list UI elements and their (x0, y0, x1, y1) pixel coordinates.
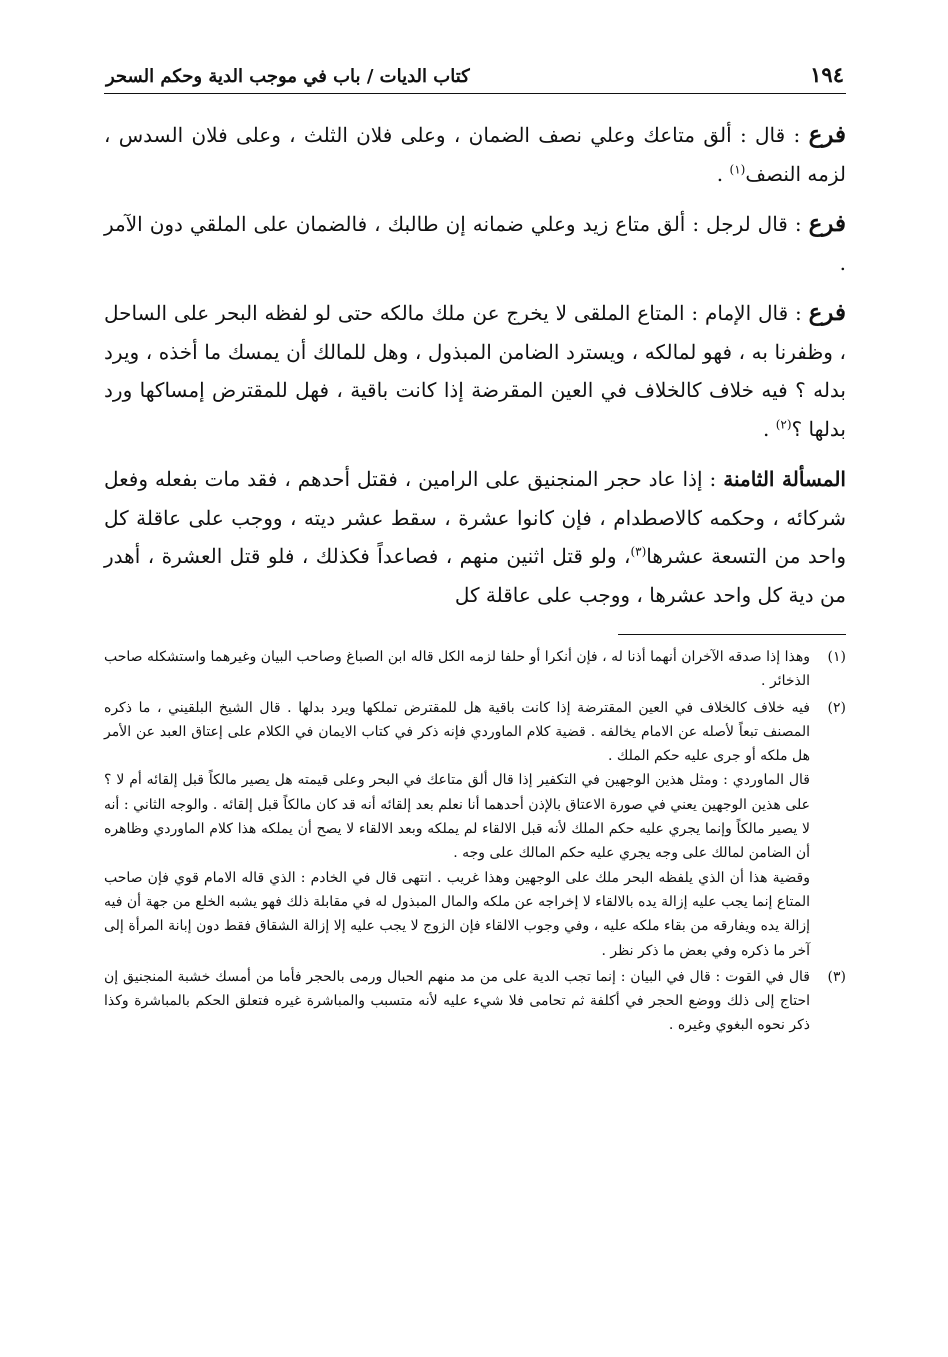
footnotes (104, 645, 846, 1038)
paragraph-text-b: ، ولو قتل اثنين منهم ، فصاعداً فكذلك ، فلو قتل العشرة ، أهدر من دية كل واحد عشرها ، ووجب على عاقلة كل (104, 544, 846, 607)
paragraph-text: : قال : ألق متاعك وعلي نصف الضمان ، وعلى فلان الثلث ، وعلى فلان السدس ، لزمه النصف (104, 123, 846, 186)
footnote-body (104, 696, 810, 963)
footnote-number: (١) (827, 649, 846, 665)
footnote-text: قال الماوردي : ومثل هذين الوجهين في التكفير إذا قال ألق متاعك في البحر وعلى قيمته هل يصير مالكاً قبل إلقائه أم لا ؟ على هذين الوجهين يعني في صورة الاعتاق بالإذن أحدهما أنا نعلم بعد إلقائه أنه قد كان مالكاً قبل إلقائه . والوجه الثاني : أنه لا يصير مالكاً وإنما يجري عليه حكم الملك لأنه قبل الالقاء لم يملكه وبعد الالقاء لا يصح أن يملكه هذا كلام الماوردي وظاهره أن الضامن لمالك على وجه يجري عليه حكم المالك على وجه . (104, 772, 810, 862)
footnote-text: وهذا إذا صدقه الآخران أنهما أذنا له ، فإن أنكرا أو حلفا لزمه الكل قاله ابن الصباغ وصاحب البيان وغيرهما واستشكله صاحب الذخائر . (104, 649, 810, 690)
footnote-divider (618, 634, 846, 635)
footnote-text: فيه خلاف كالخلاف في العين المقترضة إذا كانت باقية هل للمقترض تملكها ويرد بدلها . قال الشيخ البلقيني ، ما ذكره المصنف تبعاً لأصله عن الامام يخالفه . قضية كلام الماوردي فإنه ذكر في كتاب الايمان في الكلام على إعتاق العبد عن الأمر هل ملكه أو جرى عليه حكم الملك . (104, 699, 810, 765)
paragraph-far-2 (104, 205, 846, 282)
section-heading: المسألة الثامنة (723, 467, 846, 491)
keyword-far: فرع (808, 121, 846, 148)
keyword-far: فرع (808, 210, 846, 237)
footnote-ref-3[interactable]: (٣) (630, 544, 647, 559)
footnote-number: (٢) (827, 699, 846, 716)
keyword-far: فرع (808, 299, 846, 326)
paragraph-text-a: : إذا عاد حجر المنجنيق على الرامين ، فقتل أحدهم ، فقد مات بفعله وفعل شركائه ، وحكمه كالاصطدام ، فإن كانوا عشرة ، سقط عشر ديته ، ووجب على عاقلة كل واحد من التسعة عشرها (104, 467, 847, 568)
footnote-text: وقضية هذا أن الذي يلفظه البحر ملك على الوجهين وهذا غريب . انتهى قال في الخادم : الذي قاله الامام قوي فإن صاحب المتاع إنما يجب عليه إزالة يده بالالقاء لا إخراجه عن ملكه والمال المبذول له في مقابلة ذلك فهو يشبه الخلع من جهة أن فيه إزالة يده ويفارقه من بقاء ملكه عليه ، وفي وجوب الالقاء فإن الزوج لا يجب عليه إلا إزالة الشقاق فقط دون إبانة المرأة إلى آخر ما ذكره وفي بعض ما ذكر نظر . (104, 869, 810, 959)
footnote-3 (104, 965, 846, 1038)
footnote-ref-1[interactable]: (١) (729, 161, 746, 176)
footnote-body (104, 965, 810, 1038)
footnote-1 (104, 645, 846, 694)
paragraph-end: . (716, 161, 730, 186)
paragraph-text: : قال لرجل : ألق متاع زيد وعلي ضمانه إن طالبك ، فالضمان على الملقي دون الآمر . (104, 212, 846, 275)
footnote-text: قال في القوت : قال في البيان : إنما تجب الدية على من مد منهم الحبال ورمى بالحجر فأما من أمسك خشبة المنجنيق إن احتاج إلى ذلك ووضع الحجر في أكلفة ثم تحامى فلا شيء عليه لأنه متسبب والمباشرة غيره فتعلق الحكم بالمباشرة وكذا ذكر نحوه البغوي وغيره . (104, 968, 810, 1034)
page-header (104, 62, 846, 94)
footnote-body (104, 645, 810, 694)
paragraph-text: : قال الإمام : المتاع الملقى لا يخرج عن ملك مالكه حتى لو لفظه البحر على الساحل ، وظفرنا به ، فهو لمالكه ، ويسترد الضامن المبذول ، وهل للمالك أن يمسك ما أخذه ، ويرد بدله ؟ فيه خلاف كالخلاف في العين المقرضة إذا كانت باقية ، فهل للمقترض إمساكها ورد بدلها ؟ (104, 301, 846, 441)
footnote-2 (104, 696, 846, 963)
paragraph-masala-8 (104, 460, 846, 614)
page-number: ١٩٤ (810, 62, 844, 87)
document-page (104, 62, 846, 1040)
main-text (104, 116, 846, 614)
paragraph-far-3 (104, 294, 846, 448)
footnote-number: (٣) (827, 968, 846, 985)
paragraph-far-1 (104, 116, 846, 193)
running-title: كتاب الديات / باب في موجب الدية وحكم السحر (106, 66, 470, 87)
paragraph-end: . (763, 416, 776, 441)
footnote-ref-2[interactable]: (٢) (775, 416, 792, 431)
